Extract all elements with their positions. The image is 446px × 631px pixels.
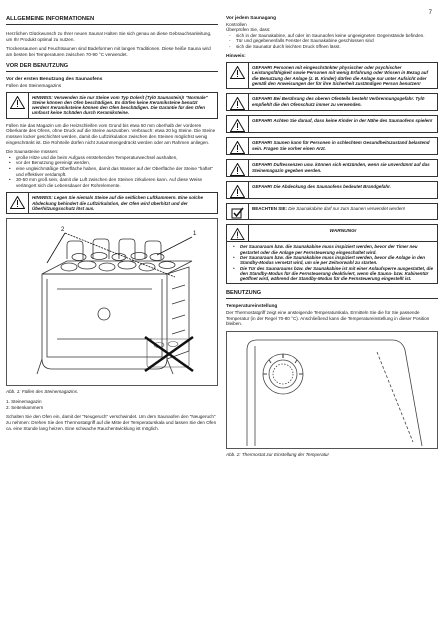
fill-stones-label: Füllen des Steinemagazins: [6, 82, 62, 88]
warning-list: [227, 242, 437, 283]
checkbox-icon: [227, 204, 249, 219]
left-column: [6, 16, 218, 435]
warning-heading: WARNUNG!: [329, 229, 357, 235]
subheading-before-sauna: Vor jedem Saunagang: [226, 16, 277, 21]
note-rest: Die Saunakabine darf nur zum Saunen verwendet werden!: [287, 206, 406, 212]
temperature-text: Der Thermostatgriff zeigt eine ansteigende Temperaturskala. Ermitteln Sie die für Sie passende Temperatur (in der Regel 70-80 °C). Anschließend kann die Temperatureinstellung in dieser Position bleiben.: [226, 310, 430, 327]
hint-box-chambers: [6, 192, 218, 214]
danger-box-6: [226, 181, 438, 199]
list-item: • eine ungleichmäßige Oberfläche haben, damit das Wasser auf der Oberfläche der Steine "haftet" und effektiver verdampft.: [6, 166, 218, 177]
legend-item: 2. Seitenkammern: [6, 404, 44, 410]
figure-1-caption: Abb. 1: Füllen des Steinemagazins.: [6, 389, 79, 395]
page-number: 7: [428, 10, 432, 16]
controls-label: Kontrollen: [226, 21, 247, 27]
note-text: [249, 204, 408, 219]
danger-text-2: GEFAHR! Bei Berührung des oberen Ofenteils besteht Verbrennungsgefahr. Tylö empfiehlt die den Ofenschutz immer zu verwenden.: [252, 96, 425, 107]
warning-box: [226, 224, 438, 284]
list-item: - sich in der Saunakabine, auf oder im Saunaofen keine ungeeigneten Gegenstände befinden.: [226, 33, 438, 39]
fill-instructions: Füllen Sie das Magazin um die Heizschleifen vom Grund bis etwa 50 mm oberhalb der vorderen Oberkante des Ofens, ohne Druck auf die Steine auszuüben. Verbrauch: etwa 20 kg Steine. Die Steine müssen locker geschichtet werden, damit die Luftzirkulation zwischen den Steinen möglichst wenig eingeschränkt ist. Die Rohrteile dürfen nicht zusammengedrückt werden oder am Rahmen anliegen.: [6, 122, 216, 145]
danger-box-1: [226, 62, 438, 89]
hinweis-heading: Hinweis:: [226, 53, 246, 59]
warning-triangle-icon: [227, 94, 249, 110]
legend-item: 1. Steinemagazin: [6, 398, 42, 404]
list-item: • große Hitze und die beim Aufguss entstehenden Temperaturwechsel aushalten,: [6, 155, 218, 161]
list-item: - sich die Saunatür durch leichten Druck öffnen lässt.: [226, 44, 438, 50]
right-column: [226, 16, 438, 461]
heading-before-use: VOR DER BENUTZUNG: [6, 63, 218, 72]
list-item: - Tür und gegebenenfalls Fenster der Saunakabine geschlossen sind: [226, 38, 438, 44]
danger-box-3: [226, 115, 438, 133]
stones-must-label: Die Saunasteine müssen:: [6, 149, 59, 155]
list-item: • vor der Benutzung gereinigt werden,: [6, 160, 218, 166]
check-list: [226, 33, 438, 50]
subheading-temperature: Temperatureinstellung: [226, 304, 278, 310]
list-item: • Die Tür des Saunaraums bzw. der Saunakabine ist mit einer Anlaufsperre ausgestattet, die den Standby-Modus für die Fernsteuerung deaktiviert, wenn die Sauna- bzw. Kabinentür geöffnet wird, während der Standby-Modus für die Fernsteuerung eingestellt ist.: [230, 266, 434, 282]
list-item: • Der Saunaraum bzw. die Saunakabine muss inspiziert werden, bevor der Timer neu gestartet oder die Anlage per Fernsteuerung eingeschaltet wird.: [230, 244, 434, 255]
intro-paragraph-2: Trockensaunen und Feuchtsaunen sind Badeformen mit langen Traditionen. Diese heiße Sauna wird am besten bei Temperaturen zwischen 70-90 °C verwendet.: [6, 46, 211, 57]
hint-stones-text: HINWEIS: Verwenden Sie nur Steine vom Typ Dolerit (Tylö Saunastein)! "Normale" Steine können den Ofen beschädigen. Es dürfen keine Keramiksteine benutzt werden! Keramiksteine können den Ofen beschädigen. Die Garantie für den Ofen umfasst keine Schäden durch Keramiksteine.: [32, 94, 208, 116]
warning-triangle-icon: [227, 138, 249, 154]
list-item: • Der Saunaraum bzw. die Saunakabine muss inspiziert werden, bevor die Anlage in den Standby-Modus versetzt wird, um sie per Zeitvorwahl zu starten.: [230, 255, 434, 266]
figure-2-caption: Abb. 2: Thermostat zur Einstellung der Temperatur: [226, 451, 329, 457]
thermostat-illustration: [227, 332, 437, 448]
heading-general-info: ALLGEMEINE INFORMATIONEN: [6, 16, 218, 25]
check-label: Überprüfen Sie, dass:: [226, 27, 271, 33]
danger-box-2: [226, 93, 438, 111]
warning-triangle-icon: [7, 93, 29, 118]
figure-thermostat: [226, 331, 438, 449]
subheading-first-use: Vor der ersten Benutzung des Saunaofens: [6, 77, 103, 83]
danger-text-6: GEFAHR! Die Abdeckung des Saunaofens bedeutet Brandgefahr.: [252, 184, 391, 190]
danger-text-5: GEFAHR! Duftessenzen usw. können sich entzünden, wenn sie unverdünnt auf das Steinemagazin gegeben werden.: [252, 162, 430, 173]
hint-chambers-text: HINWEIS: Legen Sie niemals Steine auf die seitlichen Luftkammern. Eine solche Abdeckung behindert die Luftzirkulation, der Ofen wird überhitzt und der Überhitzungsschutz löst aus.: [32, 195, 204, 211]
sauna-heater-illustration: [7, 219, 217, 385]
heading-use: BENUTZUNG: [226, 290, 438, 299]
warning-header: [227, 225, 437, 242]
intro-paragraph-1: Herzlichen Glückwunsch zu Ihrer neuen Sauna! Halten Sie sich genau an diese Gebrauchsanleitung, um Ihr Produkt optimal zu nutzen.: [6, 31, 212, 42]
figure-label-2: 2: [61, 227, 65, 234]
danger-box-4: [226, 137, 438, 155]
note-label: BEACHTEN SIE:: [252, 206, 288, 212]
hint-box-stones: [6, 92, 218, 119]
danger-box-5: [226, 159, 438, 177]
warning-triangle-icon: [227, 116, 249, 132]
stones-requirements-list: [6, 155, 218, 189]
warning-triangle-icon: [227, 225, 249, 241]
danger-text-3: GEFAHR! Achten Sie darauf, dass keine Kinder in der Nähe des Saunaofens spielen!: [252, 118, 433, 124]
figure-stone-magazine: [6, 218, 218, 386]
warning-triangle-icon: [227, 160, 249, 176]
figure-legend: [6, 399, 218, 411]
warning-triangle-icon: [7, 193, 29, 213]
danger-text-4: GEFAHR! Saunen kann für Personen in schlechtem Gesundheitszustand belastend sein. Fragen Sie vorher einen Arzt.: [252, 140, 430, 151]
switch-on-paragraph: Schalten Sie den Ofen ein, damit der "Neugeruch" verschwindet. Um dem Saunaofen den "Neugeruch" zu nehmen: Drehen Sie den Thermostatgriff auf die Mitte der Temperaturskala und lassen Sie den Ofen ca. eine Stunde lang heizen. Eine schwache Rauchentwicklung ist möglich.: [6, 414, 217, 431]
list-item: • 30-50 mm groß sein, damit die Luft zwischen den Steinen zirkulieren kann. Auf diese Weise verlängert sich die Lebensdauer der Rohrelemente.: [6, 177, 218, 188]
figure-label-1: 1: [193, 231, 197, 238]
danger-text-1: GEFAHR! Personen mit eingeschränkter physischer oder psychischer Leistungsfähigkeit sowie Personen mit wenig Erfahrung oder Wissen in Bezug auf die Benutzung der Anlage (z. B. Kinder) dürfen die Anlage nur unter Aufsicht oder gemäß den Anweisungen der für ihre Sicherheit zuständigen Person benutzen!: [252, 65, 428, 87]
warning-triangle-icon: [227, 182, 249, 198]
note-box: [226, 203, 438, 220]
warning-triangle-icon: [227, 63, 249, 88]
